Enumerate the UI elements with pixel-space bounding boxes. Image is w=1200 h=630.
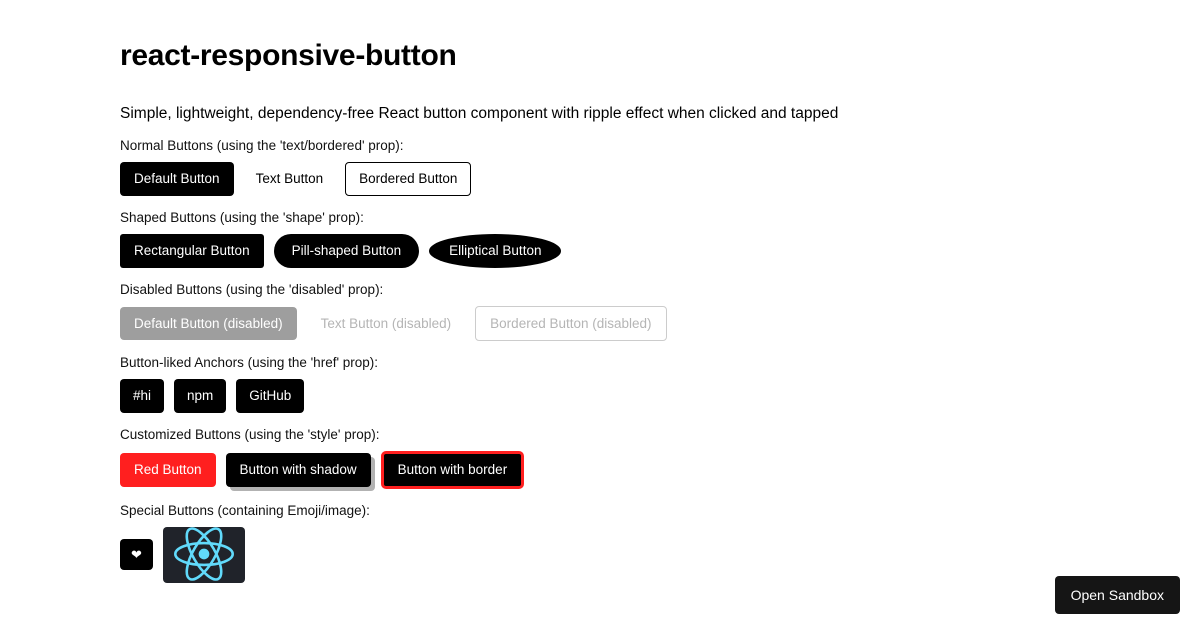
section-special-buttons xyxy=(120,503,1200,583)
section-label: Normal Buttons (using the 'text/bordered' prop): xyxy=(120,138,404,154)
section-shaped-buttons xyxy=(120,210,1200,268)
section-customized-buttons xyxy=(120,427,1200,489)
text-button-disabled: Text Button (disabled) xyxy=(307,307,466,341)
heart-emoji-button[interactable]: ❤ xyxy=(120,539,153,570)
page-title: react-responsive-button xyxy=(120,39,457,72)
anchor-button-npm[interactable]: npm xyxy=(174,379,226,413)
bordered-button-disabled: Bordered Button (disabled) xyxy=(475,306,666,342)
button-row xyxy=(120,379,1200,413)
text-button[interactable]: Text Button xyxy=(244,162,336,196)
button-row xyxy=(120,527,1200,583)
open-sandbox-button[interactable]: Open Sandbox xyxy=(1055,576,1180,614)
section-label: Disabled Buttons (using the 'disabled' prop): xyxy=(120,281,384,297)
rectangular-button[interactable]: Rectangular Button xyxy=(120,234,264,268)
shadow-button[interactable]: Button with shadow xyxy=(226,453,371,487)
anchor-button-hash[interactable]: #hi xyxy=(120,379,164,413)
button-row xyxy=(120,234,1200,268)
page-description: Simple, lightweight, dependency-free React button component with ripple effect when clicked and tapped xyxy=(120,105,839,122)
default-button-disabled: Default Button (disabled) xyxy=(120,307,297,341)
elliptical-button[interactable]: Elliptical Button xyxy=(429,234,561,268)
section-normal-buttons xyxy=(120,138,1200,196)
react-logo-icon xyxy=(174,527,234,583)
anchor-button-github[interactable]: GitHub xyxy=(236,379,304,413)
section-label: Customized Buttons (using the 'style' prop): xyxy=(120,426,380,442)
button-row xyxy=(120,451,1200,489)
red-button[interactable]: Red Button xyxy=(120,453,216,487)
button-row xyxy=(120,162,1200,196)
section-anchor-buttons xyxy=(120,355,1200,413)
section-label: Special Buttons (containing Emoji/image): xyxy=(120,502,370,518)
button-row xyxy=(120,306,1200,342)
section-label: Shaped Buttons (using the 'shape' prop): xyxy=(120,209,364,225)
section-disabled-buttons xyxy=(120,282,1200,342)
default-button[interactable]: Default Button xyxy=(120,162,234,196)
bordered-custom-button[interactable]: Button with border xyxy=(381,451,525,489)
react-logo-button[interactable] xyxy=(163,527,245,583)
pill-shaped-button[interactable]: Pill-shaped Button xyxy=(274,234,420,268)
section-label: Button-liked Anchors (using the 'href' prop): xyxy=(120,355,379,371)
bordered-button[interactable]: Bordered Button xyxy=(345,162,471,196)
